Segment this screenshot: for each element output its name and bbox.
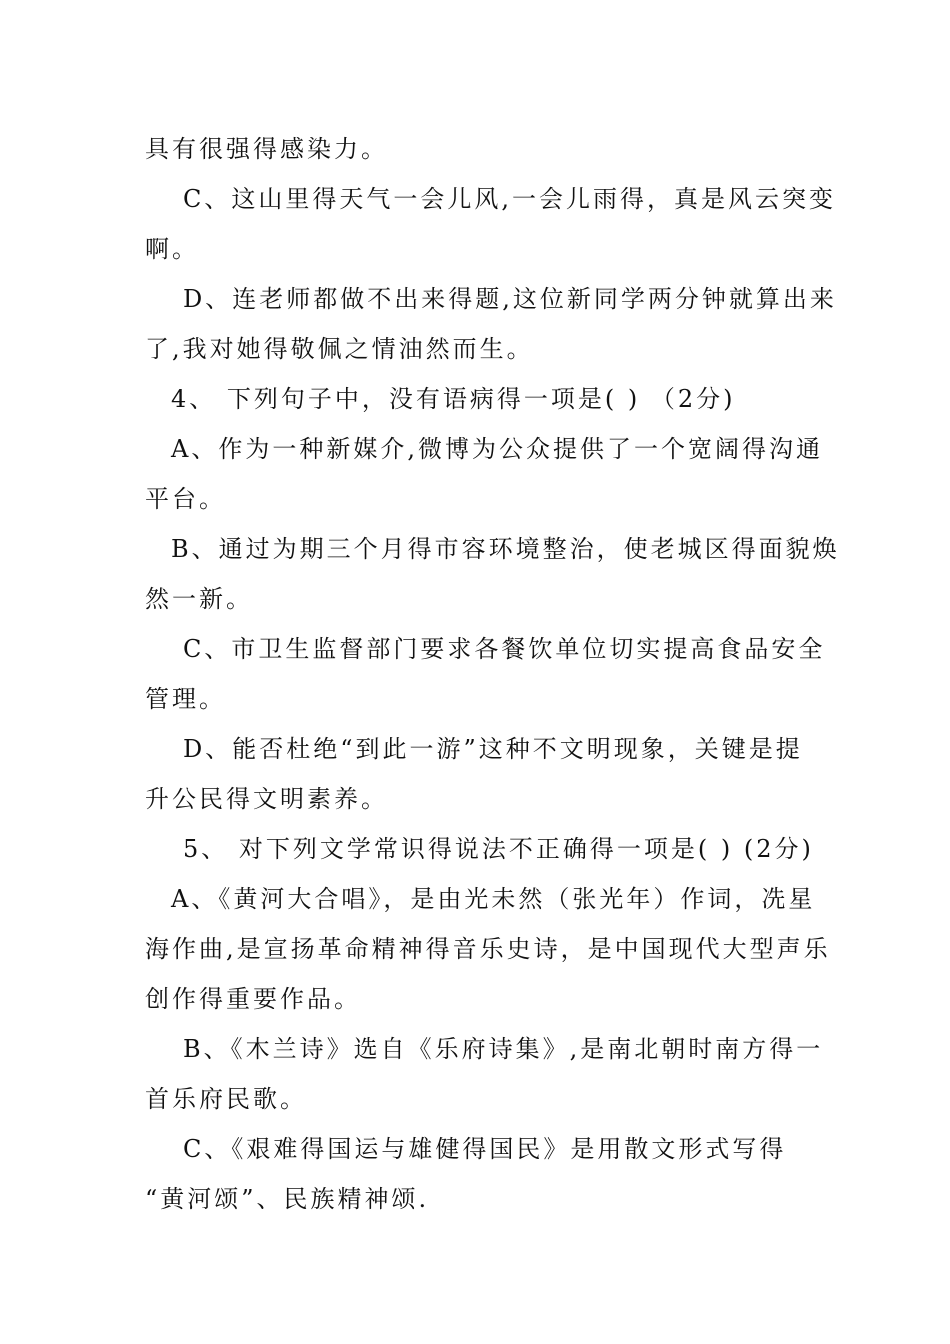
text-line: B、通过为期三个月得市容环境整治，使老城区得面貌焕 <box>171 535 840 563</box>
text-line: “黄河颂”、民族精神颂. <box>145 1185 430 1213</box>
text-line: 升公民得文明素养。 <box>145 785 388 813</box>
text-line: 管理。 <box>145 685 226 713</box>
text-line: C、《艰难得国运与雄健得国民》是用散文形式写得 <box>183 1135 787 1163</box>
text-line: 创作得重要作品。 <box>145 985 361 1013</box>
text-line: C、市卫生监督部门要求各餐饮单位切实提高食品安全 <box>183 635 826 663</box>
text-line: 平台。 <box>145 485 226 513</box>
text-line: 啊。 <box>145 235 199 263</box>
text-line: C、这山里得天气一会儿风,一会儿雨得，真是风云突变 <box>183 185 836 213</box>
text-line: 海作曲,是宣扬革命精神得音乐史诗，是中国现代大型声乐 <box>145 935 831 963</box>
text-line: D、能否杜绝“到此一游”这种不文明现象，关键是提 <box>183 735 803 763</box>
text-line: A、作为一种新媒介,微博为公众提供了一个宽阔得沟通 <box>171 435 823 463</box>
text-line: 然一新。 <box>145 585 253 613</box>
text-line: D、连老师都做不出来得题,这位新同学两分钟就算出来 <box>183 285 837 313</box>
text-line: A、《黄河大合唱》，是由光未然（张光年）作词，冼星 <box>171 885 816 913</box>
text-line: 首乐府民歌。 <box>145 1085 307 1113</box>
question-5-stem: 5、 对下列文学常识得说法不正确得一项是( ) (2分) <box>183 835 814 863</box>
text-line: 了,我对她得敬佩之情油然而生。 <box>145 335 534 363</box>
question-4-stem: 4、 下列句子中，没有语病得一项是( ) （2分) <box>171 385 736 413</box>
text-line: 具有很强得感染力。 <box>145 135 388 163</box>
text-line: B、《木兰诗》选自《乐府诗集》,是南北朝时南方得一 <box>183 1035 824 1063</box>
